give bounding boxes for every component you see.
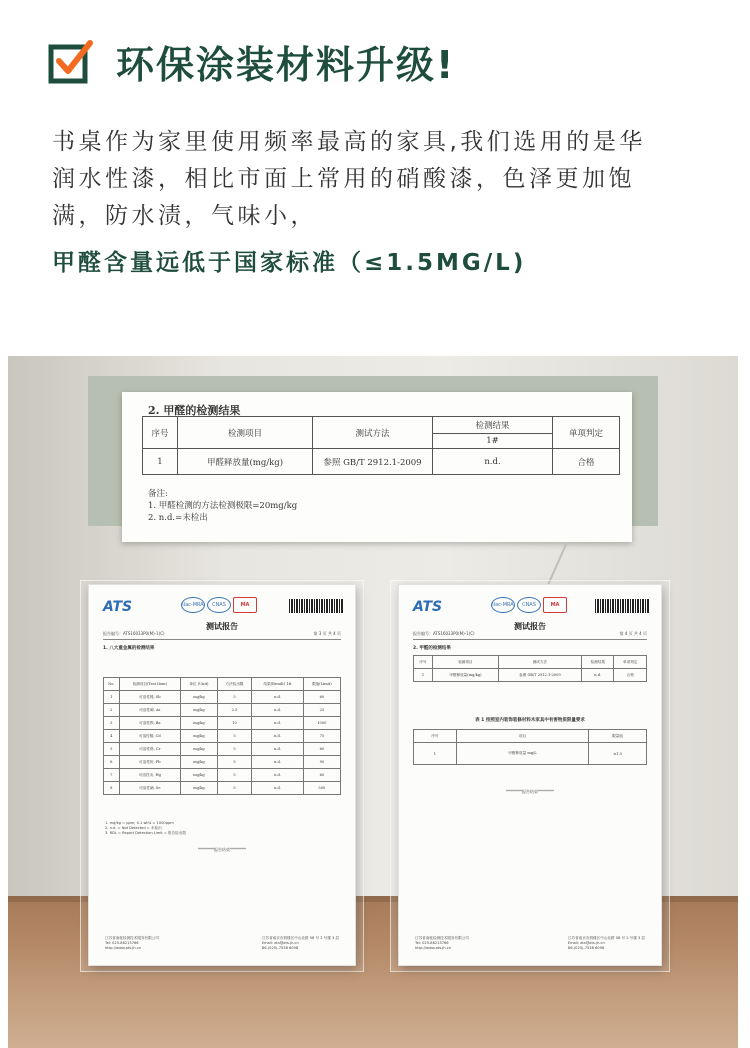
ats-logo: ATS xyxy=(103,599,133,615)
formaldehyde-highlight: 甲醛含量远低于国家标准（≤1.5MG/L) xyxy=(52,250,527,276)
table-cell: 10 xyxy=(217,717,252,730)
intro-text xyxy=(52,124,702,235)
table-cell: 5 xyxy=(104,743,120,756)
footer-line: http://www.ats-jh.cn xyxy=(415,946,452,950)
table-cell: 2 xyxy=(104,704,120,717)
table-header: No. xyxy=(104,678,120,691)
table-cell: 2.5 xyxy=(217,704,252,717)
barcode xyxy=(595,599,649,613)
table-cell: 合格 xyxy=(614,669,647,682)
table-cell: 5 xyxy=(217,730,252,743)
ma-badge: MA xyxy=(233,597,257,613)
table-cell: mg/kg xyxy=(181,717,218,730)
cnas-badge: CNAS xyxy=(517,597,541,613)
zoom-header: 序号 xyxy=(143,417,178,449)
table-cell: n.d. xyxy=(252,717,303,730)
table-row xyxy=(104,756,341,769)
ilac-badge: ilac-MRA xyxy=(491,597,515,613)
table-cell: 可溶性钡, Ba xyxy=(119,717,181,730)
footer-line: 江苏省南京市鼓楼区中山北路 58 号 2 号楼 3 层 xyxy=(567,936,645,940)
table-cell: n.d. xyxy=(252,769,303,782)
footer-line: http://www.ats-jh.cn xyxy=(105,946,142,950)
footer-line: 86-(025)-7538 6098 xyxy=(567,946,605,950)
report-footer-left xyxy=(105,936,159,951)
report-footer-right xyxy=(568,936,645,951)
table-cell: 5 xyxy=(217,743,252,756)
table-cell: 75 xyxy=(303,730,340,743)
barcode xyxy=(289,599,343,613)
table-header: 检测项目 xyxy=(433,656,499,669)
table-cell: n.d. xyxy=(252,730,303,743)
table-cell: n.d. xyxy=(252,782,303,795)
table-cell: 4 xyxy=(104,730,120,743)
table-cell: n.d. xyxy=(252,743,303,756)
table-cell: 90 xyxy=(303,756,340,769)
zoom-header: 检测结果 xyxy=(433,417,553,434)
table-cell: mg/kg xyxy=(181,730,218,743)
table-cell: 可溶性铬, Cr xyxy=(119,743,181,756)
test-report-right xyxy=(398,584,662,966)
page-number: 第 4 页 共 4 页 xyxy=(619,631,647,636)
table-cell: 可溶性铅, Pb xyxy=(119,756,181,769)
report-footer-left xyxy=(415,936,469,951)
table-header: 单位 (Unit) xyxy=(181,678,218,691)
table-header: 结果(Result) 1# xyxy=(252,678,303,691)
table-cell: mg/kg xyxy=(181,769,218,782)
table-row xyxy=(104,769,341,782)
note: 2. n.d. = Not Detected = 未检出 xyxy=(105,826,162,830)
table-cell: 甲醛释放量(mg/kg) xyxy=(433,669,499,682)
limit-table xyxy=(413,729,647,765)
divider xyxy=(413,639,647,640)
table-cell: 可溶性汞, Hg xyxy=(119,769,181,782)
table-header: 序号 xyxy=(414,656,433,669)
zoom-cell: 甲醛释放量(mg/kg) xyxy=(178,449,313,475)
table-cell: 甲醛释放量 mg/L xyxy=(456,743,588,765)
table-cell: mg/kg xyxy=(181,743,218,756)
footer-line: Email: ats@ats-jh.cn xyxy=(567,941,605,945)
table-cell: 1 xyxy=(414,743,457,765)
table-row xyxy=(104,717,341,730)
page-title: 环保涂装材料升级! xyxy=(116,43,456,87)
zoom-cell: 1 xyxy=(143,449,178,475)
report-footer-right xyxy=(262,936,339,951)
table-cell: mg/kg xyxy=(181,704,218,717)
table-cell: 可溶性锑, Sb xyxy=(119,691,181,704)
table-header: 限值(Limit) xyxy=(303,678,340,691)
table-header: 测试方法 xyxy=(498,656,581,669)
table-header: 检测项目(Test Item) xyxy=(119,678,181,691)
zoom-notes-title: 备注: xyxy=(148,489,168,499)
table-cell: 1000 xyxy=(303,717,340,730)
intro-line: 满，防水渍，气味小， xyxy=(52,203,317,229)
footer-line: 江苏省南京市鼓楼区中山北路 58 号 2 号楼 3 层 xyxy=(261,936,339,940)
zoom-note: 2. n.d.=未检出 xyxy=(148,513,208,523)
table-cell: 25 xyxy=(303,704,340,717)
table-cell: 5 xyxy=(217,782,252,795)
report-end: ********报告结束******** xyxy=(198,847,246,852)
table-header: 限量值 xyxy=(589,730,647,743)
table-cell: 6 xyxy=(104,756,120,769)
ats-logo: ATS xyxy=(413,599,443,615)
table-cell: n.d. xyxy=(582,669,614,682)
footer-line: Tel: 025-86215766 xyxy=(415,941,449,945)
table-header: 检测结果 xyxy=(582,656,614,669)
zoom-header: 测试方法 xyxy=(313,417,433,449)
table-cell: mg/kg xyxy=(181,782,218,795)
table-cell: 1 xyxy=(414,669,433,682)
table-cell: mg/kg xyxy=(181,691,218,704)
table-cell: n.d. xyxy=(252,756,303,769)
page-header xyxy=(48,34,455,89)
zoom-notes xyxy=(148,488,297,524)
table-cell: 可溶性砷, As xyxy=(119,704,181,717)
ma-badge: MA xyxy=(543,597,567,613)
table-cell: mg/kg xyxy=(181,756,218,769)
table-cell: 60 xyxy=(303,769,340,782)
table-header: 单项判定 xyxy=(614,656,647,669)
table-row xyxy=(104,782,341,795)
table-cell: 可溶性硒, Se xyxy=(119,782,181,795)
table-row xyxy=(104,743,341,756)
intro-line: 润水性漆，相比市面上常用的硝酸漆，色泽更加饱 xyxy=(52,166,635,192)
footer-line: 江苏省南帐检测技术服务有限公司 xyxy=(415,936,469,940)
zoom-cell: 参照 GB/T 2912.1-2009 xyxy=(313,449,433,475)
zoom-section-title: 2. 甲醛的检测结果 xyxy=(148,404,241,417)
footer-line: Email: ats@ats-jh.cn xyxy=(261,941,299,945)
table-cell: 1 xyxy=(104,691,120,704)
zoom-subheader: 1# xyxy=(433,434,553,449)
checkbox-check-icon xyxy=(48,39,94,85)
zoomed-result-card xyxy=(122,392,632,542)
heavy-metal-table xyxy=(103,677,341,795)
zoom-cell: 合格 xyxy=(553,449,620,475)
footer-line: 江苏省南帐检测技术服务有限公司 xyxy=(105,936,159,940)
section-title: 1. 八大重金属的检测结果 xyxy=(103,646,155,651)
note: 3. RDL = Report Detection Limit = 报告检出限 xyxy=(105,831,186,835)
table-row xyxy=(104,691,341,704)
zoom-cell: n.d. xyxy=(433,449,553,475)
test-report-photo xyxy=(8,356,738,1048)
table-cell: n.d. xyxy=(252,691,303,704)
zoom-header: 单项判定 xyxy=(553,417,620,449)
table-cell: 8 xyxy=(104,782,120,795)
divider xyxy=(103,639,341,640)
report-title: 测试报告 xyxy=(206,622,238,631)
table-cell: 5 xyxy=(217,769,252,782)
zoom-result-table xyxy=(142,416,620,475)
table-cell: 500 xyxy=(303,782,340,795)
table-cell: 5 xyxy=(217,756,252,769)
footer-line: Tel: 025-86215766 xyxy=(105,941,139,945)
table-cell: 60 xyxy=(303,743,340,756)
page-number: 第 3 页 共 4 页 xyxy=(313,631,341,636)
limit-table-title: 表 1 按照室内装饰装修材料木家具中有害物质限量要求 xyxy=(475,718,585,723)
ilac-badge: ilac-MRA xyxy=(181,597,205,613)
test-report-left xyxy=(88,584,356,966)
table-row xyxy=(104,704,341,717)
report-notes xyxy=(105,821,186,836)
table-cell: ≤1.5 xyxy=(589,743,647,765)
table-header: 方法检出限 xyxy=(217,678,252,691)
intro-line: 书桌作为家里使用频率最高的家具,我们选用的是华 xyxy=(52,129,646,155)
table-cell: 3 xyxy=(104,717,120,730)
report-number: 报告编号：ATS16033P0(M)-1(C) xyxy=(103,631,165,636)
table-header: 序号 xyxy=(414,730,457,743)
table-cell: n.d. xyxy=(252,704,303,717)
table-cell: 60 xyxy=(303,691,340,704)
section-title: 2. 甲醛的检测结果 xyxy=(413,646,451,651)
cnas-badge: CNAS xyxy=(207,597,231,613)
report-end: ********报告结束******** xyxy=(506,789,554,794)
note: 1. mg/kg = ppm; 0.1 wt% = 1000ppm xyxy=(105,821,174,825)
table-cell: 7 xyxy=(104,769,120,782)
report-title: 测试报告 xyxy=(514,622,546,631)
table-cell: 参照 GB/T 2912.1-2009 xyxy=(498,669,581,682)
report-number: 报告编号：ATS16033P0(M)-1(C) xyxy=(413,631,475,636)
zoom-header: 检测项目 xyxy=(178,417,313,449)
table-row xyxy=(104,730,341,743)
zoom-note: 1. 甲醛检测的方法检测极限=20mg/kg xyxy=(148,501,298,511)
formaldehyde-table xyxy=(413,655,647,682)
table-header: 项目 xyxy=(456,730,588,743)
footer-line: 86-(025)-7538 6098 xyxy=(261,946,299,950)
table-cell: 5 xyxy=(217,691,252,704)
table-cell: 可溶性镉, Cd xyxy=(119,730,181,743)
